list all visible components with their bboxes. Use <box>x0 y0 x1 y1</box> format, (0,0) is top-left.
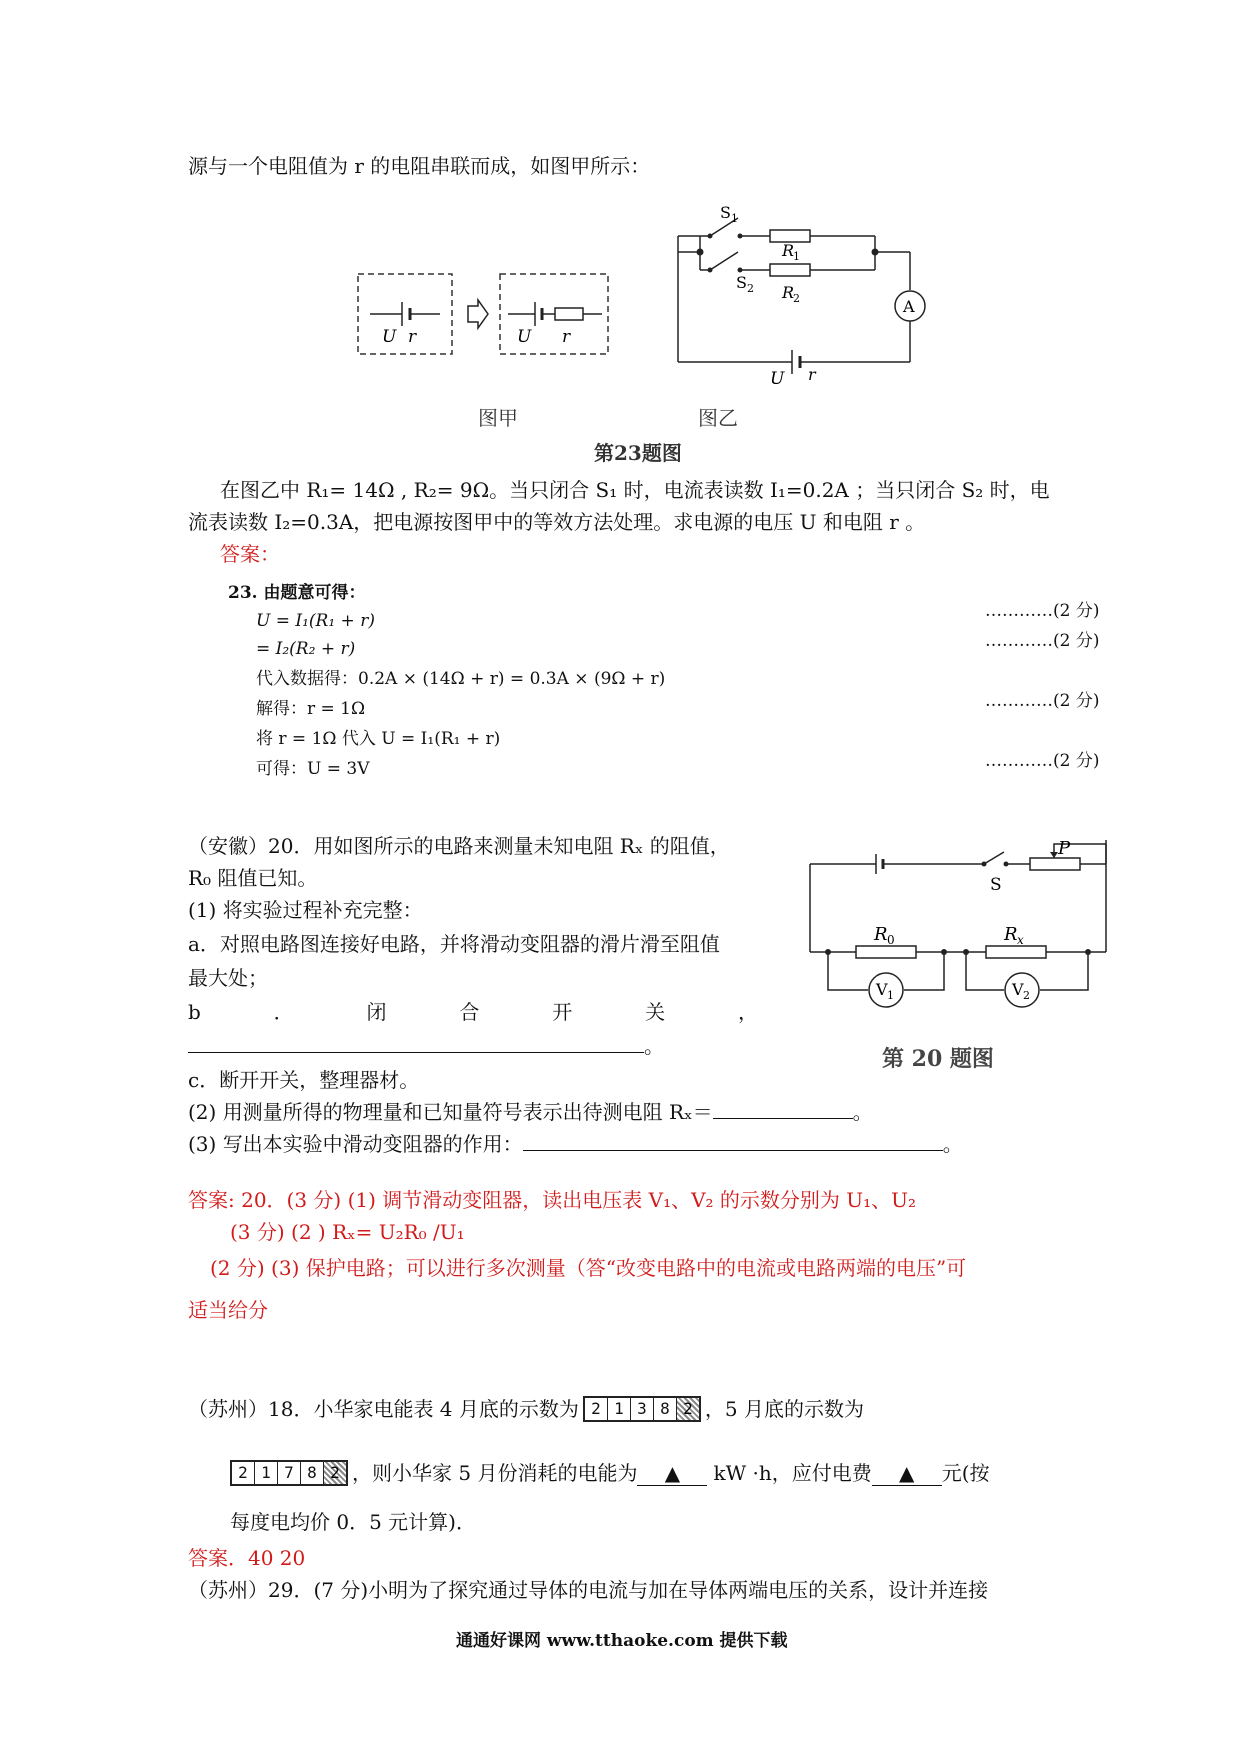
switch-s-icon <box>984 852 1004 864</box>
solution-line-4: 解得：r = 1Ω <box>256 699 366 719</box>
q20-line5: 最大处； <box>188 966 268 990</box>
q18-line1: （苏州）18．小华家电能表 4 月底的示数为 2 1 3 8 2 ，5 月底的示数为 <box>188 1397 864 1421</box>
q23-answer-label: 答案： <box>220 542 280 566</box>
label-S2: S <box>736 273 747 292</box>
solution-line-5: 将 r = 1Ω 代入 U = I₁(R₁ + r) <box>256 729 501 749</box>
q23-line2: 流表读数 I₂=0.3A，把电源按图甲中的等效方法处理。求电源的电压 U 和电阻 r 。 <box>188 510 926 534</box>
label-Rx: R <box>1004 924 1018 945</box>
label-U-yi: U <box>770 369 785 389</box>
label-S: S <box>990 875 1002 895</box>
caption-yi: 图乙 <box>698 406 738 430</box>
rheostat-icon <box>1030 858 1080 870</box>
q18-line2: 2 1 7 8 2 ，则小华家 5 月份消耗的电能为 ▲ kW ·h，应付电费 ▲ 元(按 <box>230 1460 990 1486</box>
q20-answer-line1: 答案: 20．(3 分) (1) 调节滑动变阻器，读出电压表 V₁、V₂ 的示数分别为 U₁、U₂ <box>188 1188 917 1212</box>
intro-line: 源与一个电阻值为 r 的电阻串联而成，如图甲所示： <box>188 154 651 178</box>
q20-kai-char: 开 <box>552 1000 573 1024</box>
q20-bi-char: 闭 <box>366 1000 387 1024</box>
label-R1-sub: 1 <box>793 250 800 263</box>
label-V2-sub: 2 <box>1023 989 1030 1002</box>
label-R2: R <box>782 283 795 302</box>
q20-line1: （安徽）20．用如图所示的电路来测量未知电阻 Rₓ 的阻值， <box>188 834 730 858</box>
label-r-yi: r <box>808 365 816 384</box>
solution-line-0: 23. 由题意可得： <box>228 583 366 603</box>
resistor-rx-icon <box>986 946 1046 958</box>
q20-guan-char: 关 <box>645 1000 666 1024</box>
q20-line3: (1) 将实验过程补充完整： <box>188 898 423 922</box>
solution-line-2: = I₂(R₂ + r) <box>256 639 356 659</box>
label-r-jia2: r <box>562 327 571 347</box>
footer-text: 通通好课网 www.tthaoke.com 提供下载 <box>456 1631 788 1651</box>
answer-blank-b[interactable] <box>188 1038 644 1053</box>
meter-april: 2 1 3 8 2 <box>583 1396 701 1422</box>
q20-answer-line3: (2 分) (3) 保护电路；可以进行多次测量（答“改变电路中的电流或电路两端的电压”可 <box>210 1256 967 1280</box>
label-V1: V <box>876 980 888 999</box>
label-S2-sub: 2 <box>747 282 754 295</box>
figure20-caption: 第 20 题图 <box>882 1046 994 1072</box>
equivalent-arrow-icon <box>468 300 488 328</box>
solution-line-6: 可得：U = 3V <box>256 759 370 779</box>
switch-s2-icon <box>710 252 738 270</box>
label-R2-sub: 2 <box>793 292 800 305</box>
q23-line1: 在图乙中 R₁= 14Ω , R₂= 9Ω。当只闭合 S₁ 时，电流表读数 I₁=0.2A ；当只闭合 S₂ 时，电 <box>220 478 1050 502</box>
q20-b-char: b <box>188 1000 201 1024</box>
resistor-r2-icon <box>770 264 810 276</box>
meter-may: 2 1 7 8 2 <box>230 1460 348 1486</box>
answer-blank-role[interactable] <box>523 1136 943 1151</box>
label-Rx-sub: x <box>1017 933 1024 947</box>
solution-score-2: …………(2 分) <box>985 631 1100 651</box>
q20-line8: c．断开开关，整理器材。 <box>188 1068 420 1092</box>
q20-he-char: 合 <box>459 1000 480 1024</box>
answer-blank-fee[interactable]: ▲ <box>872 1461 942 1486</box>
q20-line2: R₀ 阻值已知。 <box>188 866 318 890</box>
figure23-title: 第23题图 <box>594 441 682 465</box>
figure-20 <box>806 840 1116 1010</box>
label-R1: R <box>782 241 795 260</box>
q20-dot-char: ． <box>273 1000 294 1024</box>
solution-score-4: …………(2 分) <box>985 691 1100 711</box>
figure-jia <box>350 262 630 362</box>
resistor-r-icon <box>555 308 583 320</box>
q20-line6 <box>188 1000 758 1024</box>
q20-answer-line2: (3 分) (2 ) Rₓ= U₂R₀ /U₁ <box>230 1220 465 1244</box>
q20-answer-line4: 适当给分 <box>188 1298 268 1322</box>
label-V2: V <box>1012 980 1024 999</box>
solution-line-3: 代入数据得：0.2A × (14Ω + r) = 0.3A × (9Ω + r) <box>256 669 666 689</box>
label-r-jia1: r <box>408 327 417 347</box>
q18-line3: 每度电均价 0．5 元计算)． <box>230 1510 476 1534</box>
label-U-jia1: U <box>382 327 397 347</box>
label-P: P <box>1058 840 1071 859</box>
label-S1-sub: 1 <box>731 212 738 225</box>
q20-line10: (3) 写出本实验中滑动变阻器的作用： 。 <box>188 1132 963 1156</box>
answer-blank-rx[interactable] <box>713 1104 853 1119</box>
q18-answer: 答案．40 20 <box>188 1546 306 1570</box>
label-R0-sub: 0 <box>887 933 895 947</box>
figure-yi <box>670 200 930 390</box>
q29-line1: （苏州）29．(7 分)小明为了探究通过导体的电流与加在导体两端电压的关系，设计并连接 <box>188 1578 989 1602</box>
label-S1: S <box>720 203 731 222</box>
caption-jia: 图甲 <box>478 406 518 430</box>
solution-score-1: …………(2 分) <box>985 601 1100 621</box>
resistor-r0-icon <box>856 946 916 958</box>
label-A: A <box>903 297 915 316</box>
q20-line7: 。 <box>188 1034 664 1058</box>
q20-line4: a．对照电路图连接好电路，并将滑动变阻器的滑片滑至阻值 <box>188 932 720 956</box>
q20-line9: (2) 用测量所得的物理量和已知量符号表示出待测电阻 Rₓ＝ 。 <box>188 1100 873 1124</box>
solution-line-1: U = I₁(R₁ + r) <box>256 611 375 631</box>
label-V1-sub: 1 <box>887 989 894 1002</box>
answer-blank-energy[interactable]: ▲ <box>637 1461 707 1486</box>
label-U-jia2: U <box>517 327 532 347</box>
q20-comma-char: ， <box>737 1000 758 1024</box>
label-R0: R <box>874 924 888 945</box>
solution-score-6: …………(2 分) <box>985 751 1100 771</box>
